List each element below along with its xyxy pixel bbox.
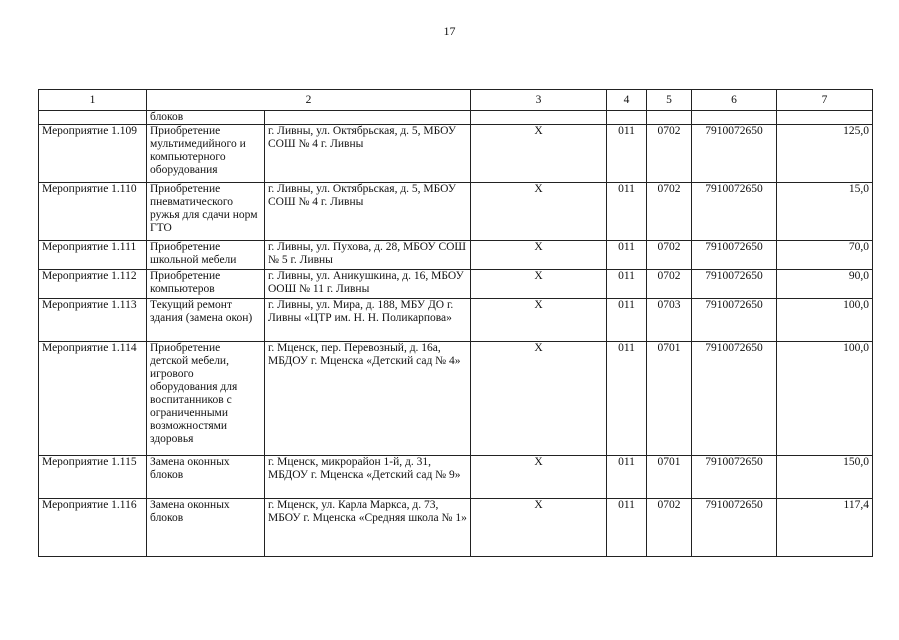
- cont-cell-address: [265, 111, 471, 125]
- code-cell: 011: [607, 342, 647, 456]
- code-cell: 011: [607, 183, 647, 241]
- x-cell: Х: [471, 499, 607, 557]
- x-cell: Х: [471, 456, 607, 499]
- header-row: [39, 90, 873, 111]
- event-cell: Мероприятие 1.111: [39, 241, 147, 270]
- address-cell: г. Мценск, микрорайон 1-й, д. 31, МБДОУ г. Мценска «Детский сад № 9»: [265, 456, 471, 499]
- amount-cell: 15,0: [777, 183, 873, 241]
- budget-table: [38, 89, 873, 557]
- address-cell: г. Мценск, пер. Перевозный, д. 16а, МБДОУ г. Мценска «Детский сад № 4»: [265, 342, 471, 456]
- code-cell: 011: [607, 499, 647, 557]
- table-row: [39, 456, 873, 499]
- cont-cell-5: [647, 111, 692, 125]
- table-row: [39, 241, 873, 270]
- address-cell: г. Ливны, ул. Пухова, д. 28, МБОУ СОШ № 5 г. Ливны: [265, 241, 471, 270]
- section-cell: 0701: [647, 456, 692, 499]
- table-row: [39, 342, 873, 456]
- amount-cell: 125,0: [777, 125, 873, 183]
- cont-cell-3: [471, 111, 607, 125]
- header-col-2: 2: [147, 90, 471, 111]
- header-col-3: 3: [471, 90, 607, 111]
- cont-cell-1: [39, 111, 147, 125]
- header-col-7: 7: [777, 90, 873, 111]
- target-cell: 7910072650: [692, 241, 777, 270]
- amount-cell: 117,4: [777, 499, 873, 557]
- x-cell: Х: [471, 270, 607, 299]
- target-cell: 7910072650: [692, 456, 777, 499]
- item-cell: Приобретение детской мебели, игрового оборудования для воспитанников с ограниченными возможностями здоровья: [147, 342, 265, 456]
- event-cell: Мероприятие 1.109: [39, 125, 147, 183]
- amount-cell: 150,0: [777, 456, 873, 499]
- address-cell: г. Ливны, ул. Октябрьская, д. 5, МБОУ СОШ № 4 г. Ливны: [265, 125, 471, 183]
- target-cell: 7910072650: [692, 299, 777, 342]
- code-cell: 011: [607, 270, 647, 299]
- item-cell: Замена оконных блоков: [147, 456, 265, 499]
- event-cell: Мероприятие 1.115: [39, 456, 147, 499]
- target-cell: 7910072650: [692, 125, 777, 183]
- table-row: [39, 299, 873, 342]
- target-cell: 7910072650: [692, 270, 777, 299]
- amount-cell: 100,0: [777, 299, 873, 342]
- cont-cell-4: [607, 111, 647, 125]
- x-cell: Х: [471, 125, 607, 183]
- address-cell: г. Ливны, ул. Мира, д. 188, МБУ ДО г. Ливны «ЦТР им. Н. Н. Поликарпова»: [265, 299, 471, 342]
- continuation-row: [39, 111, 873, 125]
- code-cell: 011: [607, 125, 647, 183]
- x-cell: Х: [471, 299, 607, 342]
- section-cell: 0701: [647, 342, 692, 456]
- section-cell: 0702: [647, 125, 692, 183]
- item-cell: Приобретение школьной мебели: [147, 241, 265, 270]
- table-row: [39, 125, 873, 183]
- section-cell: 0703: [647, 299, 692, 342]
- section-cell: 0702: [647, 241, 692, 270]
- table-row: [39, 270, 873, 299]
- table-row: [39, 499, 873, 557]
- address-cell: г. Мценск, ул. Карла Маркса, д. 73, МБОУ г. Мценска «Средняя школа № 1»: [265, 499, 471, 557]
- cont-cell-6: [692, 111, 777, 125]
- page-number: 17: [443, 24, 456, 38]
- address-cell: г. Ливны, ул. Аникушкина, д. 16, МБОУ ООШ № 11 г. Ливны: [265, 270, 471, 299]
- code-cell: 011: [607, 241, 647, 270]
- item-cell: Приобретение компьютеров: [147, 270, 265, 299]
- header-col-5: 5: [647, 90, 692, 111]
- code-cell: 011: [607, 456, 647, 499]
- address-cell: г. Ливны, ул. Октябрьская, д. 5, МБОУ СОШ № 4 г. Ливны: [265, 183, 471, 241]
- item-cell: Приобретение пневматического ружья для сдачи норм ГТО: [147, 183, 265, 241]
- amount-cell: 90,0: [777, 270, 873, 299]
- table-body: [39, 125, 873, 557]
- table-row: [39, 183, 873, 241]
- event-cell: Мероприятие 1.113: [39, 299, 147, 342]
- header-col-6: 6: [692, 90, 777, 111]
- target-cell: 7910072650: [692, 342, 777, 456]
- target-cell: 7910072650: [692, 499, 777, 557]
- section-cell: 0702: [647, 183, 692, 241]
- cont-cell-name: блоков: [147, 111, 265, 125]
- item-cell: Приобретение мультимедийного и компьютерного оборудования: [147, 125, 265, 183]
- event-cell: Мероприятие 1.112: [39, 270, 147, 299]
- amount-cell: 70,0: [777, 241, 873, 270]
- header-col-4: 4: [607, 90, 647, 111]
- amount-cell: 100,0: [777, 342, 873, 456]
- target-cell: 7910072650: [692, 183, 777, 241]
- section-cell: 0702: [647, 270, 692, 299]
- event-cell: Мероприятие 1.114: [39, 342, 147, 456]
- code-cell: 011: [607, 299, 647, 342]
- x-cell: Х: [471, 241, 607, 270]
- cont-cell-7: [777, 111, 873, 125]
- section-cell: 0702: [647, 499, 692, 557]
- item-cell: Замена оконных блоков: [147, 499, 265, 557]
- event-cell: Мероприятие 1.110: [39, 183, 147, 241]
- x-cell: Х: [471, 342, 607, 456]
- item-cell: Текущий ремонт здания (замена окон): [147, 299, 265, 342]
- event-cell: Мероприятие 1.116: [39, 499, 147, 557]
- header-col-1: 1: [39, 90, 147, 111]
- x-cell: Х: [471, 183, 607, 241]
